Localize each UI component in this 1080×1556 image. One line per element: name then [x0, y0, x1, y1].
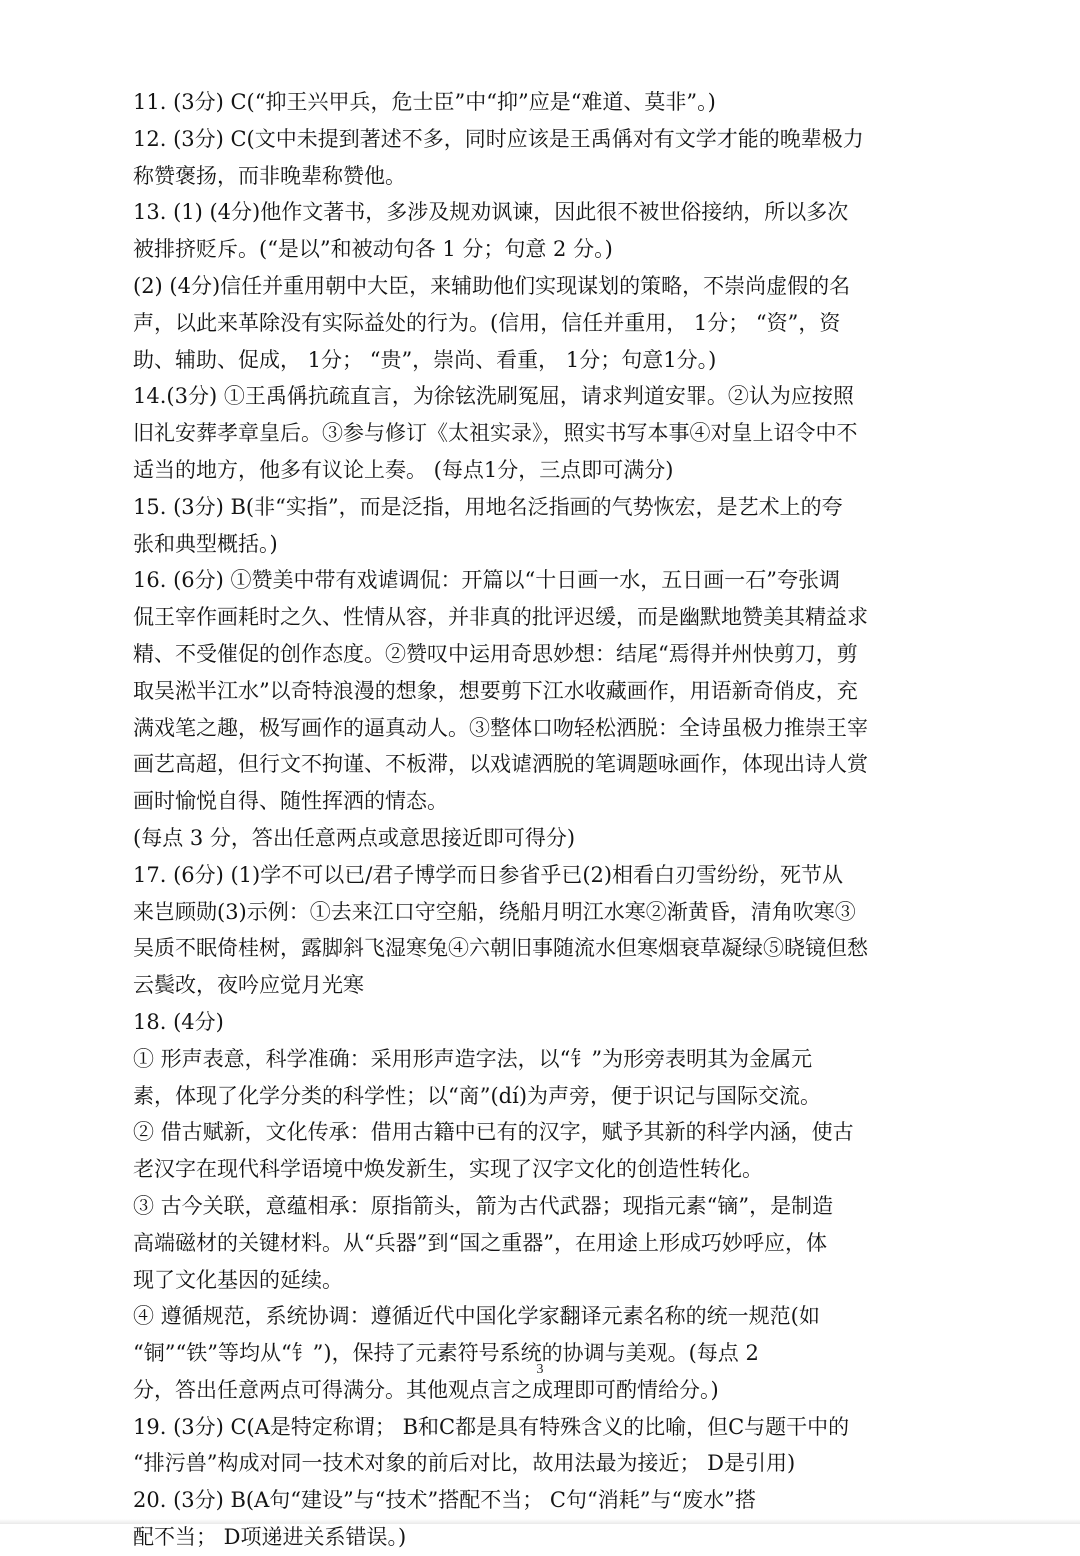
text-line: 画时愉悦自得、随性挥洒的情态。	[133, 789, 448, 814]
text-line: 11. (3分) C(“抑王兴甲兵，危士臣”中“抑”应是“难道、莫非”。)	[133, 90, 716, 114]
text-line: 16. (6分) ①赞美中带有戏谑调侃：开篇以“十日画一水，五日画一石”夸张调	[133, 568, 840, 593]
text-line: 旧礼安葬孝章皇后。③参与修订《太祖实录》，照实书写本事④对皇上诏令中不	[133, 421, 858, 446]
text-line: 张和典型概括。)	[133, 531, 278, 556]
text-line: 配不当； D项递进关系错误。)	[133, 1525, 407, 1550]
text-line: 画艺高超，但行文不拘谨、不板滞，以戏谑洒脱的笔调题咏画作，体现出诗人赏	[133, 752, 868, 777]
text-line: 17. (6分) (1)学不可以已/君子博学而日参省乎已(2)相看白刃雪纷纷，死节从	[133, 862, 844, 887]
text-line: ① 形声表意，科学准确：采用形声造字法，以“钅”为形旁表明其为金属元	[133, 1046, 813, 1071]
text-line: 侃王宰作画耗时之久、性情从容，并非真的批评迟缓，而是幽默地赞美其精益求	[133, 605, 868, 630]
text-line: 15. (3分) B(非“实指”，而是泛指，用地名泛指画的气势恢宏，是艺术上的夸	[133, 494, 843, 519]
text-line: 适当的地方，他多有议论上奏。 (每点1分，三点即可满分)	[133, 457, 674, 482]
page-bottom-edge	[0, 1519, 1080, 1524]
text-line: 云鬓改，夜吟应觉月光寒	[133, 973, 364, 998]
text-line: 取吴淞半江水”以奇特浪漫的想象，想要剪下江水收藏画作，用语新奇俏皮，充	[133, 678, 858, 703]
text-line: “排污兽”构成对同一技术对象的前后对比，故用法最为接近； D是引用)	[133, 1451, 796, 1476]
text-line: 素，体现了化学分类的科学性；以“啇”(dí)为声旁，便于识记与国际交流。	[133, 1083, 822, 1108]
text-line: 现了文化基因的延续。	[133, 1267, 343, 1292]
text-line: ② 借古赋新，文化传承：借用古籍中已有的汉字，赋予其新的科学内涵，使古	[133, 1120, 854, 1145]
answer-text-block	[133, 84, 943, 1556]
text-line: 18. (4分)	[133, 1009, 224, 1034]
text-line: 19. (3分) C(A是特定称谓； B和C都是具有特殊含义的比喻，但C与题干中的	[133, 1414, 850, 1439]
text-line: (2) (4分)信任并重用朝中大臣，来辅助他们实现谋划的策略，不崇尚虚假的名	[133, 273, 851, 298]
text-line: 被排挤贬斥。(“是以”和被动句各 1 分；句意 2 分。)	[133, 237, 613, 262]
text-line: 满戏笔之趣，极写画作的逼真动人。③整体口吻轻松洒脱：全诗虽极力推崇王宰	[133, 715, 868, 740]
text-line: 14.(3分) ①王禹偁抗疏直言，为徐铉洗刷冤屈，请求判道安罪。②认为应按照	[133, 384, 854, 409]
text-line: 老汉字在现代科学语境中焕发新生，实现了汉字文化的创造性转化。	[133, 1157, 763, 1182]
text-line: 吴质不眠倚桂树，露脚斜飞湿寒兔④六朝旧事随流水但寒烟衰草凝绿⑤晓镜但愁	[133, 936, 868, 961]
text-line: ④ 遵循规范，系统协调：遵循近代中国化学家翻译元素名称的统一规范(如	[133, 1304, 820, 1329]
text-line: 12. (3分) C(文中未提到著述不多，同时应该是王禹偁对有文学才能的晚辈极力	[133, 126, 864, 151]
text-line: 称赞褒扬，而非晚辈称赞他。	[133, 163, 406, 188]
page-number: 3	[536, 1362, 544, 1377]
text-line: 20. (3分) B(A句“建设”与“技术”搭配不当； C句“消耗”与“废水”搭	[133, 1488, 756, 1513]
text-line: ③ 古今关联，意蕴相承：原指箭头，箭为古代武器；现指元素“镝”，是制造	[133, 1193, 834, 1218]
text-line: “铜”“铁”等均从“钅”)，保持了元素符号系统的协调与美观。(每点 2	[133, 1341, 759, 1366]
text-line: 13. (1) (4分)他作文著书，多涉及规劝讽谏，因此很不被世俗接纳，所以多次	[133, 200, 849, 225]
text-line: 高端磁材的关键材料。从“兵器”到“国之重器”，在用途上形成巧妙呼应，体	[133, 1230, 827, 1255]
text-line: 分，答出任意两点可得满分。其他观点言之成理即可酌情给分。)	[133, 1377, 719, 1402]
text-line: 助、辅助、促成， 1分； “贵”，崇尚、看重， 1分；句意1分。)	[133, 347, 717, 372]
text-line: (每点 3 分，答出任意两点或意思接近即可得分)	[133, 825, 576, 850]
text-line: 来岂顾勋(3)示例：①去来江口守空船，绕船月明江水寒②渐黄昏，清角吹寒③	[133, 899, 856, 924]
text-line: 精、不受催促的创作态度。②赞叹中运用奇思妙想：结尾“焉得并州快剪刀，剪	[133, 641, 858, 666]
text-line: 声，以此来革除没有实际益处的行为。(信用，信任并重用， 1分； “资”，资	[133, 310, 841, 335]
